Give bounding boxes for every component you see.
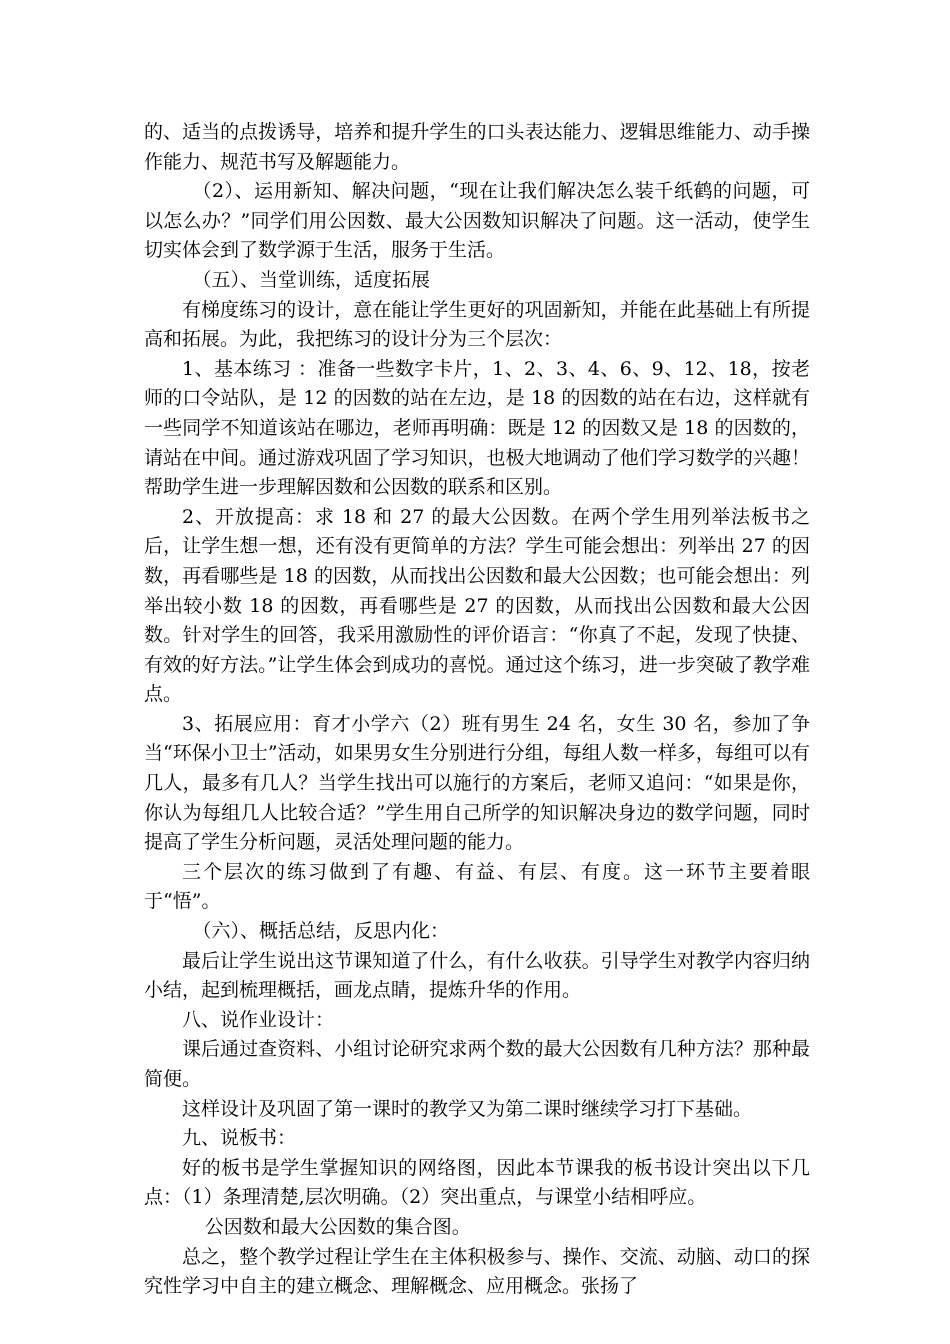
document-body [144, 118, 810, 1302]
section-heading: （六）、概括总结，反思内化： [192, 920, 449, 943]
section-heading: 九、说板书： [182, 1127, 297, 1150]
paragraph: 最后让学生说出这节课知道了什么，有什么收获。引导学生对教学内容归纳小结，起到梳理概括，画龙点睛，提炼升华的作用。 [144, 949, 810, 1002]
paragraph: 有梯度练习的设计，意在能让学生更好的巩固新知，并能在此基础上有所提高和拓展。为此，我把练习的设计分为三个层次： [144, 298, 810, 351]
section-heading: 八、说作业设计： [182, 1008, 335, 1031]
paragraph: 总之，整个教学过程让学生在主体积极参与、操作、交流、动脑、动口的探究性学习中自主的建立概念、理解概念、应用概念。张扬了 [144, 1245, 810, 1298]
paragraph: 公因数和最大公因数的集合图。 [204, 1215, 471, 1238]
paragraph: 三个层次的练习做到了有趣、有益、有层、有度。这一环节主要着眼于“悟”。 [144, 860, 810, 913]
paragraph: 好的板书是学生掌握知识的网络图，因此本节课我的板书设计突出以下几点：（1）条理清楚,层次明确。（2）突出重点，与课堂小结相呼应。 [144, 1156, 810, 1209]
section-heading: （五）、当堂训练，适度拓展 [192, 268, 430, 291]
paragraph: 这样设计及巩固了第一课时的教学又为第二课时继续学习打下基础。 [182, 1097, 753, 1120]
paragraph: 2、开放提高：求 18 和 27 的最大公因数。在两个学生用列举法板书之后，让学生想一想，还有没有更简单的方法？学生可能会想出：列举出 27 的因数，再看哪些是 18 的因数，从而找出公因数和最大公因数；也可能会想出：列举出较小数 18 的因数，再看哪些是 27 的因数，从而找出公因数和最大公因数。针对学生的回答，我采用激励性的评价语言：“你真了不起，发现了快捷、有效的好方法。”让学生体会到成功的喜悦。通过这个练习，进一步突破了教学难点。 [144, 505, 810, 706]
paragraph: 3、拓展应用：育才小学六（2）班有男生 24 名，女生 30 名，参加了争当“环保小卫士”活动，如果男女生分别进行分组，每组人数一样多，每组可以有几人，最多有几人？当学生找出可以施行的方案后，老师又追问：“如果是你，你认为每组几人比较合适？”学生用自己所学的知识解决身边的数学问题，同时提高了学生分析问题，灵活处理问题的能力。 [144, 712, 810, 854]
paragraph: 的、适当的点拨诱导，培养和提升学生的口头表达能力、逻辑思维能力、动手操作能力、规范书写及解题能力。 [144, 121, 810, 173]
paragraph: 课后通过查资料、小组讨论研究求两个数的最大公因数有几种方法？那种最简便。 [144, 1038, 810, 1090]
paragraph: 1、基本练习 ：准备一些数字卡片，1、2、3、4、6、9、12、18，按老师的口令站队，是 12 的因数的站在左边，是 18 的因数的站在右边，这样就有一些同学不知道该站在哪边，老师再明确：既是 12 的因数又是 18 的因数的，请站在中间。通过游戏巩固了学习知识，也极大地调动了他们学习数学的兴趣！帮助学生进一步理解因数和公因数的联系和区别。 [144, 357, 810, 499]
paragraph: （2）、运用新知、解决问题，“现在让我们解决怎么装千纸鹤的问题，可以怎么办？”同学们用公因数、最大公因数知识解决了问题。这一活动，使学生切实体会到了数学源于生活，服务于生活。 [144, 180, 810, 262]
